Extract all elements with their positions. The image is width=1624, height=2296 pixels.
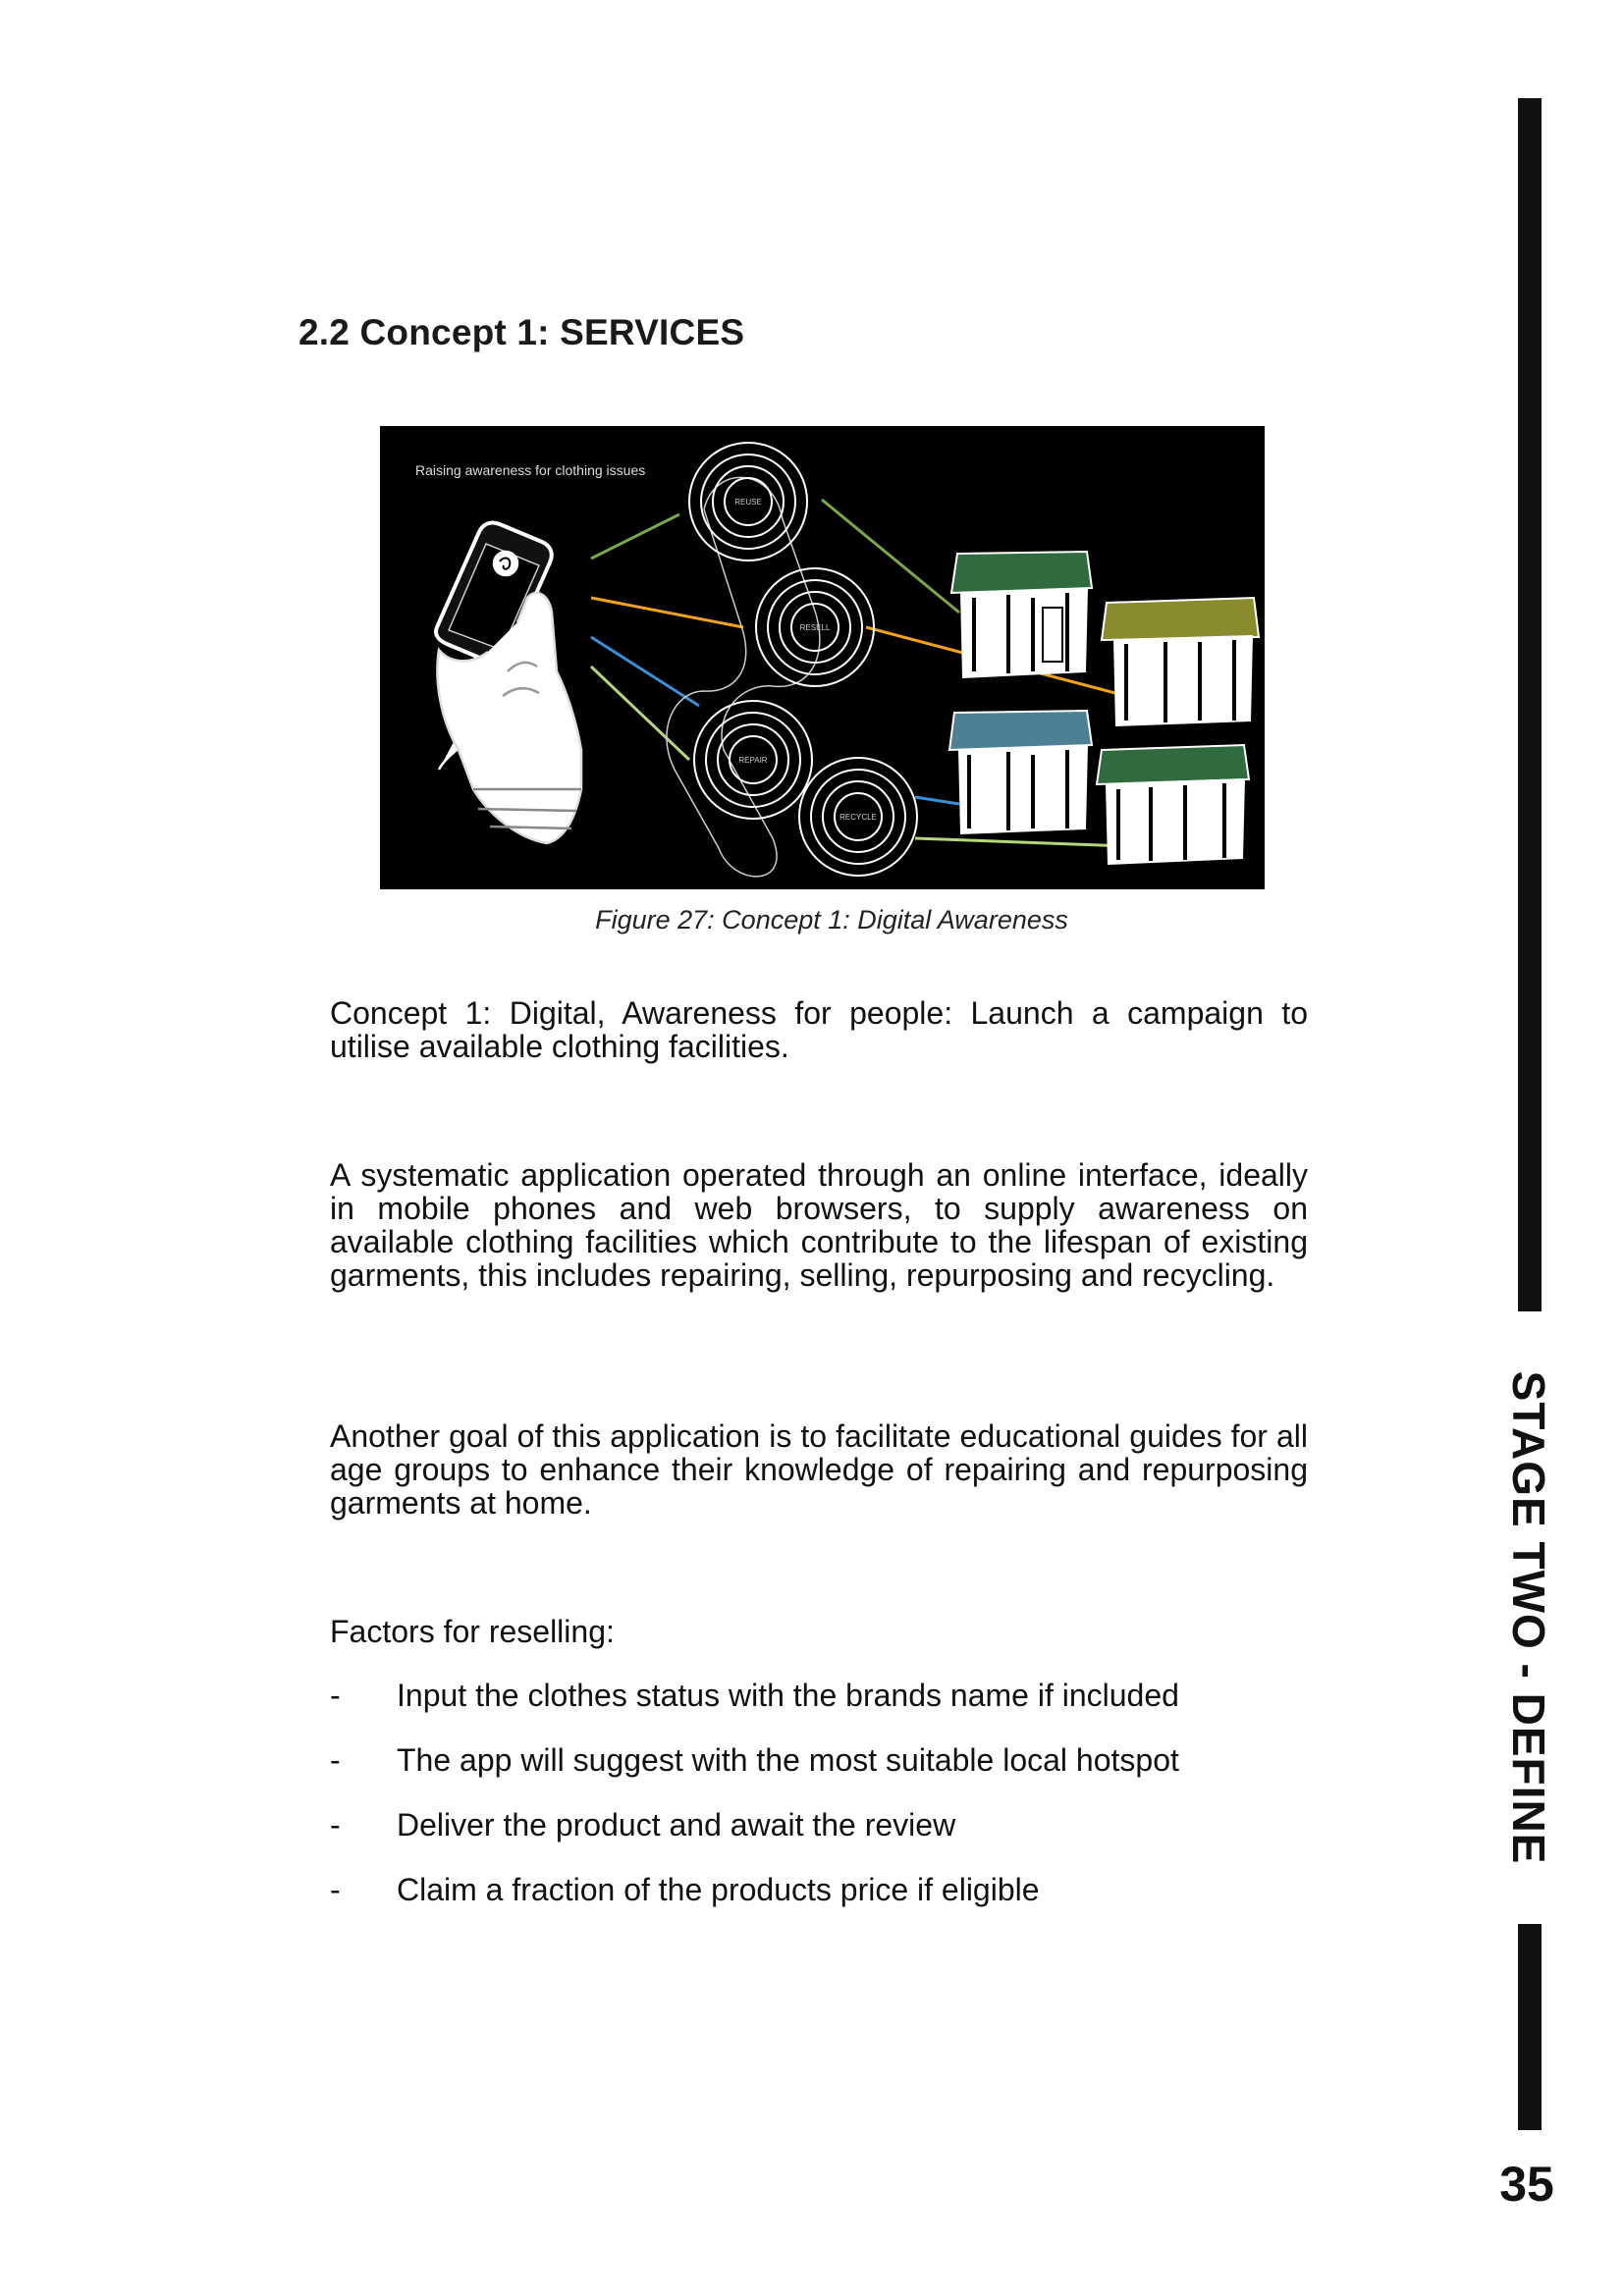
stage-title: STAGE TWO - DEFINE xyxy=(1503,1370,1554,1865)
list-item-text: The app will suggest with the most suitable local hotspot xyxy=(397,1742,1179,1778)
page-number: 35 xyxy=(1499,2157,1554,2212)
figure-caption: Figure 27: Concept 1: Digital Awareness xyxy=(595,905,1068,934)
store-building-icon xyxy=(1097,745,1249,864)
bullet-dash: - xyxy=(330,1742,341,1778)
svg-text:REPAIR: REPAIR xyxy=(738,756,768,765)
reselling-factors-heading: Factors for reselling: xyxy=(330,1614,615,1649)
bullet-dash: - xyxy=(330,1807,341,1842)
illustration-title: Raising awareness for clothing issues xyxy=(415,462,646,478)
list-item-text: Deliver the product and await the review xyxy=(397,1807,956,1842)
concept-figure xyxy=(380,426,1265,889)
list-item-text: Input the clothes status with the brands name if included xyxy=(397,1678,1179,1713)
store-building-icon xyxy=(951,552,1092,677)
digital-awareness-illustration xyxy=(380,426,1265,889)
sidebar-bar-top xyxy=(1518,98,1542,1311)
sidebar-bar-bottom xyxy=(1518,1924,1542,2130)
store-building-icon xyxy=(949,711,1092,833)
education-paragraph: Another goal of this application is to facilitate educational guides for all age groups to enhance their knowledge of repairing and repurposing garments at home. xyxy=(330,1418,1308,1521)
svg-text:RECYCLE: RECYCLE xyxy=(839,813,877,822)
svg-text:RESELL: RESELL xyxy=(799,623,831,632)
intro-paragraph: Concept 1: Digital, Awareness for people: Launch a campaign to utilise available clothing facilities. xyxy=(330,995,1308,1064)
bullet-dash: - xyxy=(330,1872,341,1907)
list-item-text: Claim a fraction of the products price if eligible xyxy=(397,1872,1040,1907)
application-paragraph: A systematic application operated through an online interface, ideally in mobile phones and web browsers, to supply awareness on available clothing facilities which contribute to the lifespan of existing garments, this includes repairing, selling, repurposing and recycling. xyxy=(330,1157,1308,1293)
section-heading: 2.2 Concept 1: SERVICES xyxy=(298,312,745,352)
store-building-icon xyxy=(1102,598,1259,725)
bullet-dash: - xyxy=(330,1678,341,1713)
svg-text:REUSE: REUSE xyxy=(734,498,762,507)
